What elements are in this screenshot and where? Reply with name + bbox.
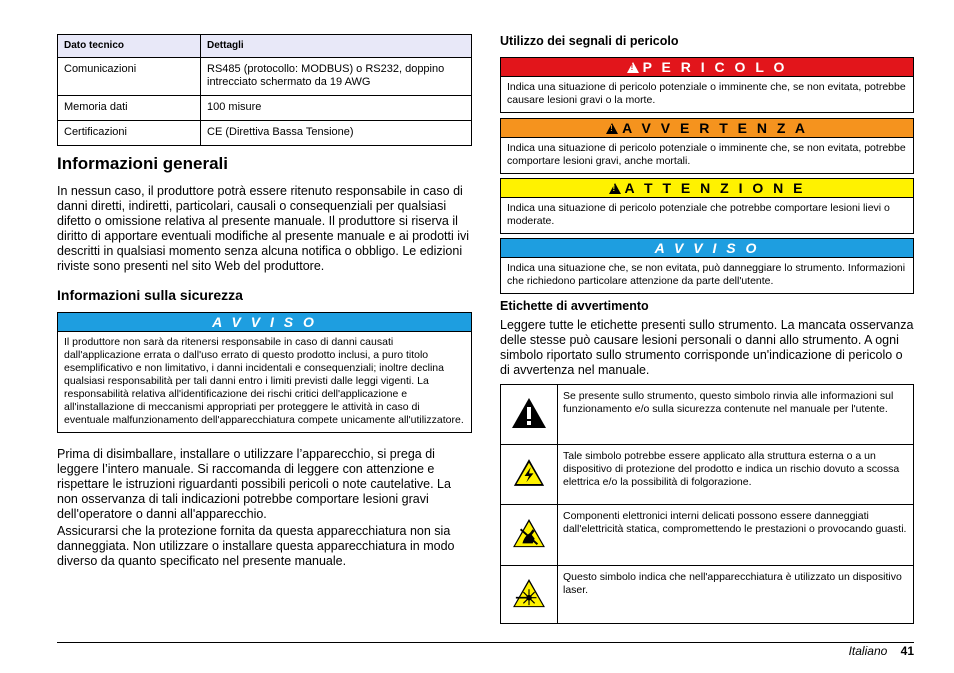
spec-table — [57, 34, 472, 146]
danger-callout — [500, 57, 914, 113]
table-cell: Memoria dati — [58, 96, 201, 121]
danger-label: P E R I C O L O — [642, 59, 788, 75]
caution-header — [501, 179, 913, 198]
table-cell: Comunicazioni — [58, 58, 201, 96]
warning-triangle-icon — [609, 183, 621, 194]
warning-text: Indica una situazione di pericolo potenziale o imminente che, se non evitata, potrebbe comportare lesioni gravi, anche mortali. — [507, 142, 906, 167]
table-cell: Certificazioni — [58, 121, 201, 146]
safety-paragraph-2: Assicurarsi che la protezione fornita da questa apparecchiatura non sia danneggiata. Non utilizzare o installare questa apparecchiatura in modo diverso da quanto specificato nel presente manuale. — [57, 524, 455, 568]
table-cell: 100 misure — [201, 96, 472, 121]
esd-icon — [512, 518, 546, 548]
table-header-cell: Dettagli — [201, 35, 472, 58]
symbol-description: Tale simbolo potrebbe essere applicato alla struttura esterna o a un dispositivo di protezione del prodotto e indica un rischio dovuto a scossa elettrica e/o la possibilità di folgorazione. — [558, 445, 914, 505]
section-title-safety: Informazioni sulla sicurezza — [57, 287, 243, 303]
icon-cell — [501, 505, 558, 566]
danger-text: Indica una situazione di pericolo potenziale o imminente che, se non evitata, potrebbe causare lesioni gravi o la morte. — [507, 81, 906, 106]
table-row — [501, 445, 914, 505]
warning-triangle-icon — [606, 123, 618, 134]
symbol-description: Se presente sullo strumento, questo simbolo rinvia alle informazioni sul funzionamento e/o sulla sicurezza contenute nel manuale per l'utente. — [558, 385, 914, 445]
notice-text: Il produttore non sarà da ritenersi responsabile in caso di danni causati dall'applicazione errata o dall'uso errato di questo prodotto inclusi, a puro titolo esemplificativo e non limitativo, i danni incidentali e consequenziali; inoltre declina qualsiasi responsabilità per tali danni entro i limiti previsti dalle leggi vigenti. La responsabilità relativa all'identificazione dei rischi critici dell'applicazione e all'installazione di meccanismi appropriati per proteggere le attività in caso di eventuale malfunzionamento dell'apparecchiatura compete unicamente all'utilizzatore. — [64, 336, 464, 426]
warning-triangle-icon — [627, 62, 639, 73]
caution-label: A T T E N Z I O N E — [624, 180, 806, 196]
table-row — [58, 58, 472, 96]
table-row — [501, 385, 914, 445]
notice-text: Indica una situazione che, se non evitata, può danneggiare lo strumento. Informazioni che richiedono particolare attenzione da parte dell'utente. — [507, 262, 906, 287]
section-title-hazard: Utilizzo dei segnali di pericolo — [500, 34, 679, 48]
notice-header: A V V I S O — [58, 313, 471, 332]
notice-callout-2 — [500, 238, 914, 294]
icon-cell — [501, 566, 558, 624]
table-cell: RS485 (protocollo: MODBUS) o RS232, doppino intrecciato schermato da 19 AWG — [201, 58, 472, 96]
table-cell: CE (Direttiva Bassa Tensione) — [201, 121, 472, 146]
safety-paragraph-1: Prima di disimballare, installare o utilizzare l’apparecchio, si prega di leggere l’intero manuale. Si raccomanda di leggere con attenzione e rispettare le istruzioni riguardanti possibili pericoli o note cautelative. La non osservanza di tali indicazioni potrebbe comportare lesioni gravi dell'operatore o danni all'apparecchio. — [57, 447, 451, 521]
symbol-description: Questo simbolo indica che nell'apparecchiatura è utilizzato un dispositivo laser. — [558, 566, 914, 624]
symbol-description: Componenti elettronici interni delicati possono essere danneggiati dall'elettricità statica, compromettendo le prestazioni o provocando guasti. — [558, 505, 914, 566]
laser-icon — [512, 578, 546, 608]
general-warning-icon — [511, 397, 547, 429]
table-row — [58, 121, 472, 146]
page-footer — [849, 644, 914, 658]
caution-text: Indica una situazione di pericolo potenziale che potrebbe comportare lesioni lievi o moderate. — [507, 202, 890, 227]
warning-callout — [500, 118, 914, 174]
danger-header — [501, 58, 913, 77]
labels-paragraph: Leggere tutte le etichette presenti sullo strumento. La mancata osservanza delle stesse può causare lesioni personali o danni allo strumento. A ogni simbolo riportato sullo strumento corrisponde un'indicazione di pericolo o di avvertenza nel manuale. — [500, 318, 914, 377]
table-header-row — [58, 35, 472, 58]
general-paragraph: In nessun caso, il produttore potrà essere ritenuto responsabile in caso di danni diretti, indiretti, particolari, causali o consequenziali per qualsiasi difetto o omissione relativa al presente manuale. Il produttore si riserva il diritto di apportare eventuali modifiche al presente manuale e ai prodotti ivi descritti in qualsiasi momento senza alcuna notifica o obbligo. Le edizioni riviste sono presenti nel sito Web del produttore. — [57, 184, 470, 273]
electric-shock-icon — [513, 458, 545, 487]
footer-language: Italiano — [848, 644, 888, 658]
page-number: 41 — [900, 644, 914, 658]
table-row — [501, 505, 914, 566]
notice-header: A V V I S O — [501, 239, 913, 258]
icon-cell — [501, 445, 558, 505]
table-row — [58, 96, 472, 121]
symbols-table — [500, 384, 914, 624]
section-title-labels: Etichette di avvertimento — [500, 299, 649, 313]
warning-label: A V V E R T E N Z A — [622, 120, 808, 136]
section-title-general: Informazioni generali — [57, 154, 228, 173]
table-row — [501, 566, 914, 624]
table-header-cell: Dato tecnico — [58, 35, 201, 58]
footer-divider — [57, 642, 914, 643]
icon-cell — [501, 385, 558, 445]
notice-callout — [57, 312, 472, 433]
caution-callout — [500, 178, 914, 234]
warning-header — [501, 119, 913, 138]
